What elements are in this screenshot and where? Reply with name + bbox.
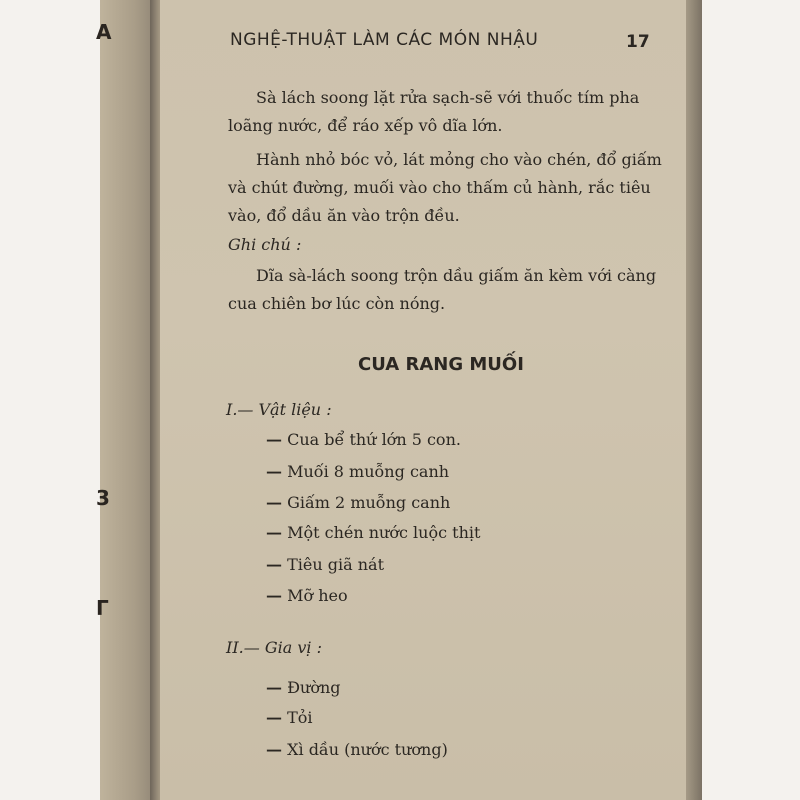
left-page-fragment-3: 3 [96, 486, 110, 510]
ingredient-item: — Muối 8 muỗng canh [266, 462, 450, 481]
book-page [160, 0, 692, 800]
note-label: Ghi chú : [228, 235, 302, 254]
ingredient-item: — Cua bể thứ lớn 5 con. [266, 430, 461, 449]
intro-paragraph-2: Hành nhỏ bóc vỏ, lát mỏng cho vào chén, đổ giấm và chút đường, muối vào cho thấm củ hành, rắc tiêu vào, đổ dầu ăn vào trộn đều. [228, 150, 662, 225]
page-number: 17 [626, 32, 650, 52]
ingredient-item: — Một chén nước luộc thịt [266, 523, 481, 542]
running-title: NGHỆ-THUẬT LÀM CÁC MÓN NHẬU [230, 30, 539, 50]
ingredient-item: — Tiêu giã nát [266, 555, 384, 574]
intro-paragraph-1: Sà lách soong lặt rửa sạch-sẽ với thuốc tím pha loãng nước, để ráo xếp vô dĩa lớn. [228, 88, 640, 135]
seasoning-item: — Xì dầu (nước tương) [266, 740, 448, 759]
page-right-edge [686, 0, 702, 800]
section-2-heading: II.— Gia vị : [226, 638, 322, 657]
ingredient-item: — Giấm 2 muỗng canh [266, 493, 451, 512]
left-page-fragment-gamma: Γ [96, 596, 109, 620]
recipe-title: CUA RANG MUỐI [358, 354, 524, 375]
seasoning-item: — Đường [266, 678, 341, 697]
ingredient-item: — Mỡ heo [266, 586, 348, 605]
section-1-heading: I.— Vật liệu : [226, 400, 332, 419]
seasoning-item: — Tỏi [266, 708, 313, 727]
note-text: Dĩa sà-lách soong trộn dầu giấm ăn kèm với càng cua chiên bơ lúc còn nóng. [228, 266, 657, 313]
left-page-fragment-a: A [96, 20, 112, 44]
